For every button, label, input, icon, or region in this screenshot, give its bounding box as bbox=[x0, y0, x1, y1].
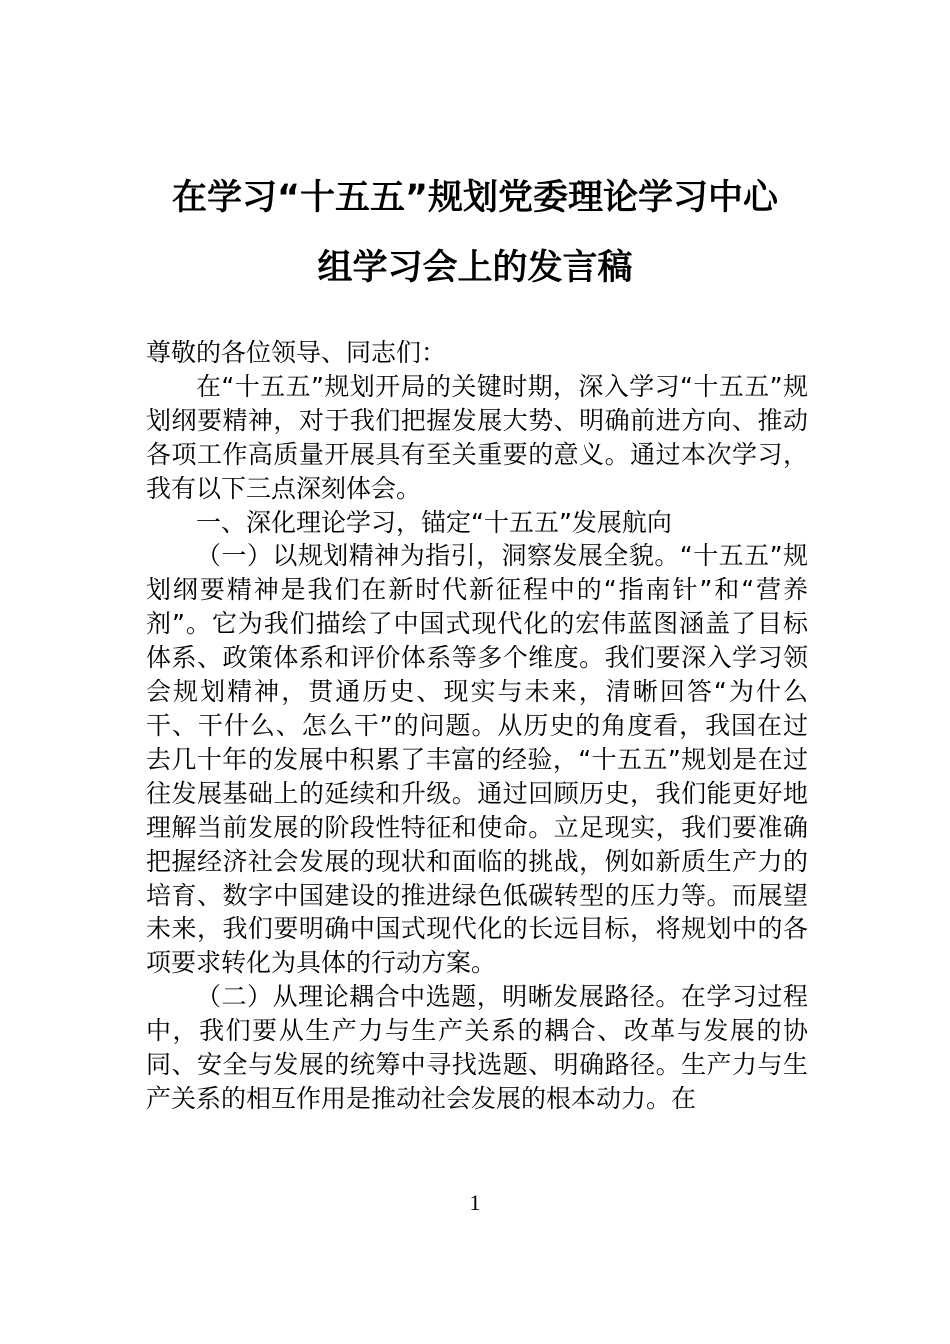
paragraph-subsection-1: （一）以规划精神为指引，洞察发展全貌。“十五五”规划纲要精神是我们在新时代新征程中的“指南针”和“营养剂”。它为我们描绘了中国式现代化的宏伟蓝图涵盖了目标体系、政策体系和评价体系等多个维度。我们要深入学习领会规划精神，贯通历史、现实与未来，清晰回答“为什么干、干什么、怎么干”的问题。从历史的角度看，我国在过去几十年的发展中积累了丰富的经验，“十五五”规划是在过往发展基础上的延续和升级。通过回顾历史，我们能更好地理解当前发展的阶段性特征和使命。立足现实，我们要准确把握经济社会发展的现状和面临的挑战，例如新质生产力的培育、数字中国建设的推进绿色低碳转型的压力等。而展望未来，我们要明确中国式现代化的长远目标，将规划中的各项要求转化为具体的行动方案。 bbox=[146, 541, 808, 978]
document-title-line-2: 组学习会上的发言稿 bbox=[317, 248, 633, 288]
section-heading-1: 一、深化理论学习，锚定“十五五”发展航向 bbox=[196, 507, 672, 537]
document-body bbox=[146, 336, 808, 1116]
paragraph-subsection-2: （二）从理论耦合中选题，明晰发展路径。在学习过程中，我们要从生产力与生产关系的耦合、改革与发展的协同、安全与发展的统筹中寻找选题、明确路径。生产力与生产关系的相互作用是推动社会发展的根本动力。在 bbox=[146, 982, 808, 1113]
document-title-line-1: 在学习“十五五”规划党委理论学习中心 bbox=[171, 178, 778, 218]
paragraph-intro: 在“十五五”规划开局的关键时期，深入学习“十五五”规划纲要精神，对于我们把握发展大势、明确前进方向、推动各项工作高质量开展具有至关重要的意义。通过本次学习，我有以下三点深刻体会。 bbox=[146, 371, 808, 503]
salutation: 尊敬的各位领导、同志们： bbox=[146, 338, 447, 367]
page-number: 1 bbox=[469, 1190, 481, 1215]
